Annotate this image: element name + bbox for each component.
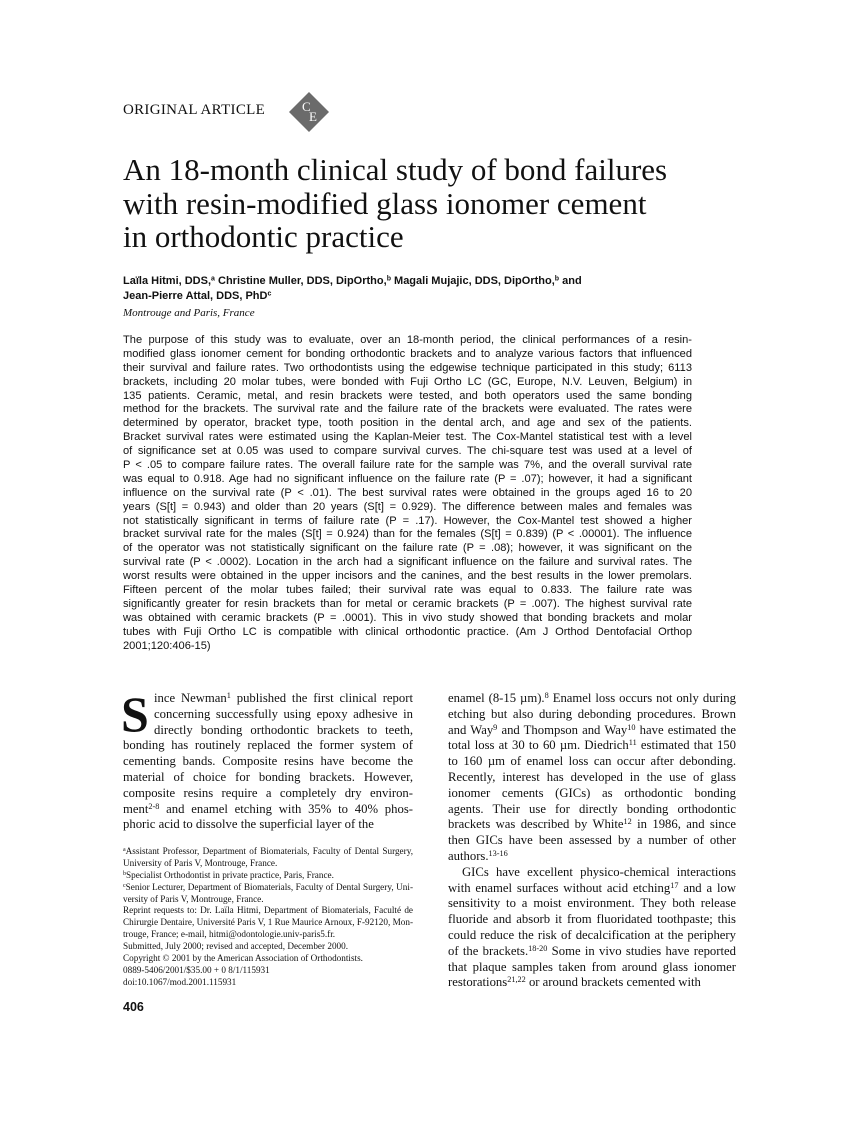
text-line: brackets, including 20 molar tubes, were bonded with Fuji Ortho LC (GC, Europe, N.V. Leuven, Belgium) in — [123, 375, 692, 388]
page-number: 406 — [123, 1000, 144, 1014]
superscript-reference: 10 — [627, 722, 636, 732]
text-line: Copyright © 2001 by the American Association of Orthodontists. — [123, 953, 363, 964]
text-line: agents. Their use for directly bonding orthodontic — [448, 801, 736, 816]
superscript-reference: b — [123, 870, 126, 877]
text-line: University of Paris V, Montrouge, France. — [123, 857, 278, 868]
text-line: bracket survival rate for the males (S[t] = 0.924) than for the females (S[t] = 0.839) (P < .00001). The influence — [123, 528, 692, 541]
text-line: ment$^{2-8}$ and enamel etching with 35% to 40% phos- — [123, 801, 413, 816]
superscript-reference: c — [123, 882, 126, 889]
text-line: Bracket survival rates were estimated using the Kaplan-Meier test. The Cox-Mantel statistical test with a level — [123, 431, 692, 444]
text-line: Fifteen percent of the molar tubes failed; their survival rate was equal to 0.833. The failure rate was — [123, 584, 692, 597]
superscript-reference: 12 — [623, 817, 632, 827]
text-line: trouge, France; e-mail, hitmi@odontologie.univ-paris5.fr. — [123, 929, 336, 940]
text-line: influence on the survival rate (P < .01). The best survival rates were obtained in the groups aged 16 to 20 — [123, 486, 692, 499]
text-line: bonding has routinely replaced the former system of — [123, 738, 413, 753]
text-line: of significance set at 0.05 was used to compare survival curves. The chi-square test was used at a level of — [123, 445, 692, 458]
authors-line: Jean-Pierre Attal, DDS, PhD$^c$ — [123, 290, 272, 302]
superscript-reference: 1 — [226, 691, 231, 700]
superscript-reference: a — [123, 847, 126, 854]
body-column-right — [448, 691, 736, 991]
text-line: ince Newman$^1$ published the first clinical report — [154, 691, 413, 705]
paragraph — [123, 334, 692, 653]
title-line: in orthodontic practice — [123, 219, 404, 254]
text-line: Submitted, July 2000; revised and accepted, December 2000. — [123, 941, 349, 952]
paragraph — [123, 941, 413, 953]
text-line: with enamel surfaces without acid etching$^{17}$ and a low — [448, 880, 736, 895]
text-line: sensitivity to a moist environment. They both release — [448, 896, 736, 911]
author-location: Montrouge and Paris, France — [123, 307, 255, 319]
paragraph — [123, 977, 413, 989]
text-line: authors.$^{13-16}$ — [448, 848, 508, 863]
superscript-reference: 18-20 — [528, 943, 548, 953]
abstract — [123, 334, 692, 653]
text-line: survival rate (P < .0002). Location in the arch had a significant influence on the failure and survival rates. The — [123, 556, 692, 569]
text-line: restorations$^{21,22}$ or around brackets cemented with — [448, 975, 701, 990]
superscript-reference: c — [267, 290, 272, 298]
text-line: $^b$Specialist Orthodontist in private practice, Paris, France. — [123, 869, 334, 880]
text-line: doi:10.1067/mod.2001.115931 — [123, 976, 237, 987]
text-line: total loss at 30 to 60 µm. Diedrich$^{11}$ estimated that 150 — [448, 738, 736, 753]
paragraph — [448, 865, 736, 991]
ce-badge-logo — [289, 92, 329, 132]
text-line: $^a$Assistant Professor, Department of Biomaterials, Faculty of Dental Surgery, — [123, 846, 413, 856]
text-line: material of choice for bonding brackets. However, — [123, 769, 413, 784]
text-line: phoric acid to dissolve the superficial layer of the — [123, 817, 374, 832]
text-line: significantly greater for resin brackets than for metal or ceramic brackets (P = .007). The highest survival rate — [123, 597, 692, 610]
text-line: concerning successfully using epoxy adhesive in — [154, 706, 413, 721]
text-line: could reduce the risk of decalcification at the periphery — [448, 927, 736, 942]
text-line: that plaque samples taken from around glass ionomer — [448, 959, 736, 974]
section-label: ORIGINAL ARTICLE — [123, 102, 266, 118]
text-line: Reprint requests to: Dr. Laïla Hitmi, Department of Biomaterials, Faculté de — [123, 905, 413, 916]
paragraph — [448, 691, 736, 865]
superscript-reference: 8 — [544, 691, 549, 700]
paragraph — [123, 870, 413, 882]
text-line: of the operator was not statistically significant on the failure rate (P = .08); however, it was significant on the — [123, 542, 692, 555]
text-line: versity of Paris V, Montrouge, France. — [123, 893, 264, 904]
text-line: modified glass ionomer cement for bonding orthodontic brackets and to analyze various factors that influenced — [123, 347, 692, 360]
text-line: etching but also during debonding procedures. Brown — [448, 706, 736, 721]
paragraph — [123, 882, 413, 906]
superscript-reference: 21,22 — [507, 975, 526, 985]
body-column-left — [123, 691, 413, 833]
text-line: P < .05 to compare failure rates. The overall failure rate for the sample was 7%, and the overall survival rate — [123, 459, 692, 472]
superscript-reference: 9 — [493, 722, 498, 732]
authors — [123, 274, 582, 304]
svg-text:E: E — [309, 109, 317, 124]
text-line: of the brackets.$^{18-20}$ Some in vivo studies have reported — [448, 943, 736, 958]
text-line: method for the brackets. The survival rate and the failure rate of the brackets were evaluated. The rates were — [123, 403, 692, 416]
text-line: Recently, interest has developed in the use of glass — [448, 769, 736, 784]
text-line: tubes with Fuji Ortho LC is compatible with clinical orthodontic practice. (Am J Orthod Dentofacial Orthop — [123, 625, 692, 638]
paragraph — [123, 691, 413, 833]
text-line: fluoride and absorb it from fluoridated toothpaste; this — [448, 912, 736, 927]
authors-line: Laïla Hitmi, DDS,$^a$ Christine Muller, DDS, DipOrtho,$^b$ Magali Mujajic, DDS, DipOrtho,$^b$ and — [123, 275, 582, 287]
text-line: 2001;120:406-15) — [123, 639, 211, 652]
superscript-reference: a — [211, 275, 215, 283]
text-line: was equal to 0.918. Age had no significant influence on the failure rate (P = .07); however, it had a significant — [123, 472, 692, 485]
text-line: not statistically significant in terms of failure rate (P = .17). However, the Cox-Mantel test showed a higher — [123, 514, 692, 527]
text-line: their survival and failure rates. Two orthodontists using the edgewise technique participated in this study; 6113 — [123, 361, 692, 374]
superscript-reference: 11 — [628, 738, 637, 748]
text-line: was obtained with ceramic brackets (P = .0001). This in vivo study showed that bonding brackets and molar — [123, 611, 692, 624]
paragraph — [123, 905, 413, 941]
text-line: The purpose of this study was to evaluate, over an 18-month period, the clinical performances of a resin- — [123, 334, 692, 346]
paragraph — [123, 953, 413, 965]
text-line: worst results were obtained in the upper incisors and the canines, and the best results in the lower premolars. — [123, 570, 692, 583]
text-line: ionomer cements (GICs) as orthodontic bonding — [448, 785, 736, 800]
text-line: Chirurgie Dentaire, Université Paris V, 1 Rue Maurice Arnoux, F-92120, Mon- — [123, 917, 413, 928]
text-line: and Way$^9$ and Thompson and Way$^{10}$ have estimated the — [448, 722, 736, 737]
text-line: then GICs have been assessed by a number of other — [448, 833, 736, 848]
text-line: brackets was described by White$^{12}$ in 1986, and since — [448, 817, 736, 832]
svg-text:C: C — [302, 99, 311, 114]
superscript-reference: b — [386, 275, 391, 283]
text-line: determined by operator, bracket type, tooth position in the dental arch, and age and sex of the patients. — [123, 417, 692, 430]
text-line: directly bonding orthodontic brackets to teeth, — [154, 722, 413, 737]
superscript-reference: b — [554, 275, 560, 283]
article-title — [123, 153, 667, 254]
title-line: An 18-month clinical study of bond failures — [123, 152, 668, 187]
superscript-reference: 2-8 — [148, 801, 160, 811]
text-line: GICs have excellent physico-chemical interactions — [462, 864, 736, 879]
superscript-reference: 17 — [670, 880, 679, 890]
text-line: to 160 µm of enamel loss can occur after debonding. — [448, 754, 736, 769]
text-line: cementing bands. Composite resins have become the — [123, 754, 413, 769]
text-line: $^c$Senior Lecturer, Department of Biomaterials, Faculty of Dental Surgery, Uni- — [123, 881, 413, 892]
drop-cap: S — [121, 691, 149, 738]
text-line: years (S[t] = 0.943) and older than 20 years (S[t] = 0.929). The difference between males and females was — [123, 500, 692, 513]
superscript-reference: 13-16 — [488, 848, 508, 858]
text-line: composite resins require a completely dry environ- — [123, 785, 413, 800]
text-line: enamel (8-15 µm).$^8$ Enamel loss occurs not only during — [448, 691, 736, 705]
text-line: 0889-5406/2001/$35.00 + 0 8/1/115931 — [123, 964, 270, 975]
paragraph — [123, 965, 413, 977]
text-line: 135 patients. Ceramic, metal, and resin brackets were tested, and both operators used the same bonding — [123, 389, 692, 402]
paragraph — [123, 846, 413, 870]
footnotes — [123, 846, 413, 989]
title-line: with resin-modified glass ionomer cement — [123, 185, 647, 221]
